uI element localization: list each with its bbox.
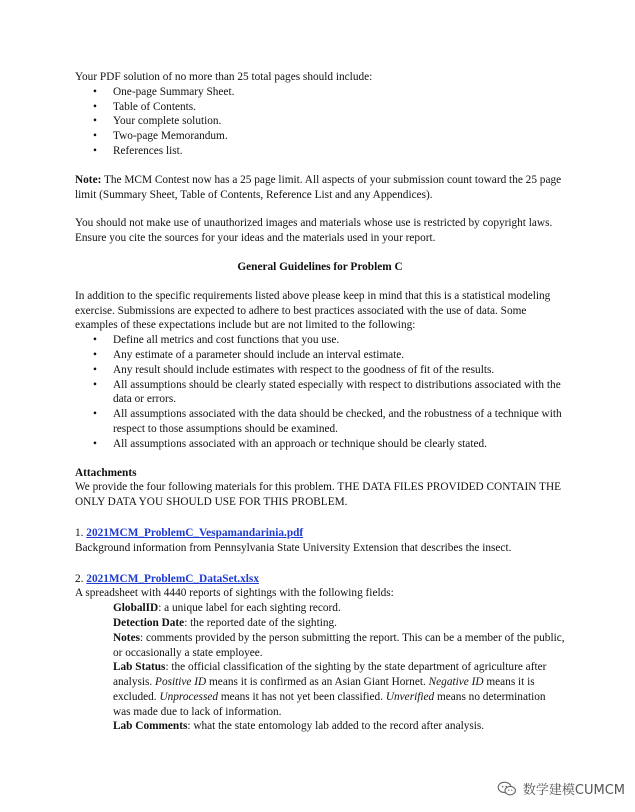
copyright-paragraph: You should not make use of unauthorized images and materials whose use is restricted by copyright laws. Ensure you cite the sources for your ideas and the materials used in your report.	[75, 217, 553, 245]
field-label: Notes	[113, 631, 140, 644]
file1-link[interactable]: 2021MCM_ProblemC_Vespamandarinia.pdf	[86, 526, 304, 539]
field-label: GlobalID	[113, 602, 159, 615]
guidelines-heading: General Guidelines for Problem C	[237, 260, 403, 273]
field-text: : comments provided by the person submitting the report. This can be a member of the public, or occasionally a state employee.	[113, 631, 565, 659]
field-text: : the reported date of the sighting.	[184, 616, 337, 629]
list-item: • One-page Summary Sheet.	[75, 85, 565, 100]
list-item: • Define all metrics and cost functions that you use.	[75, 333, 565, 348]
wechat-icon	[497, 781, 517, 797]
field-globalid	[113, 601, 565, 616]
list-item: • Any estimate of a parameter should include an interval estimate.	[75, 348, 565, 363]
file2-number: 2.	[75, 572, 87, 585]
file2-link[interactable]: 2021MCM_ProblemC_DataSet.xlsx	[86, 572, 259, 585]
watermark	[497, 779, 625, 798]
field-label: Detection Date	[113, 616, 185, 629]
list-item: • Your complete solution.	[75, 114, 565, 129]
file1-title	[75, 526, 565, 541]
field-text: : a unique label for each sighting record.	[158, 602, 341, 615]
intro-list	[75, 85, 565, 159]
list-item: • Any result should include estimates with respect to the goodness of fit of the results.	[75, 363, 565, 378]
field-text: : the official classification of the sighting by the state department of agriculture after analysis.	[113, 661, 547, 689]
status-negative: Negative ID	[428, 676, 484, 689]
field-lab-comments	[113, 719, 565, 734]
list-item: • All assumptions associated with an approach or technique should be clearly stated.	[75, 437, 565, 452]
field-lab-status	[113, 660, 565, 719]
file1-description: Background information from Pennsylvania State University Extension that describes the insect.	[75, 541, 512, 554]
file2-title	[75, 572, 565, 587]
list-item: • Two-page Memorandum.	[75, 129, 565, 144]
guidelines-lead: In addition to the specific requirements listed above please keep in mind that this is a statistical modeling exercise. Submissions are expected to adhere to best practices associated with the use of data. Some examples of these expectations include but are not limited to the following:	[75, 289, 551, 332]
field-label: Lab Status	[113, 661, 166, 674]
status-positive: Positive ID	[155, 676, 207, 689]
field-detection-date	[113, 616, 565, 631]
document-page	[75, 70, 565, 734]
file2-description: A spreadsheet with 4440 reports of sightings with the following fields:	[75, 587, 394, 600]
field-text: means it is excluded.	[113, 676, 535, 703]
note-paragraph	[75, 173, 565, 203]
list-item: • References list.	[75, 144, 565, 159]
intro-lead: Your PDF solution of no more than 25 total pages should include:	[75, 71, 373, 83]
note-text: The MCM Contest now has a 25 page limit. All aspects of your submission count toward the 25 page limit (Summary Sheet, Table of Contents, Reference List and any Appendices).	[75, 173, 562, 201]
note-label: Note:	[75, 173, 102, 186]
attachments-heading: Attachments	[75, 466, 137, 479]
list-item: • All assumptions associated with the data should be checked, and the robustness of a technique with respect to those assumptions should be examined.	[75, 407, 565, 437]
status-unverified: Unverified	[385, 690, 435, 703]
list-item: • Table of Contents.	[75, 100, 565, 115]
list-item: • All assumptions should be clearly stated especially with respect to distributions associated with the data or errors.	[75, 378, 565, 408]
field-list	[75, 601, 565, 734]
status-unprocessed: Unprocessed	[159, 690, 219, 703]
field-text: means it has not yet been classified.	[218, 690, 386, 703]
watermark-text: 数学建模CUMCM	[522, 783, 625, 798]
guidelines-list	[75, 333, 565, 451]
field-notes	[113, 631, 565, 661]
field-label: Lab Comments	[113, 720, 188, 733]
field-text: means no determination was made due to lack of information.	[113, 690, 546, 718]
field-text: : what the state entomology lab added to the record after analysis.	[187, 720, 485, 733]
file1-number: 1.	[75, 526, 87, 539]
field-text: means it is confirmed as an Asian Giant Hornet.	[206, 676, 429, 689]
attachments-text: We provide the four following materials for this problem. THE DATA FILES PROVIDED CONTAIN THE ONLY DATA YOU SHOULD USE FOR THIS PROBLEM.	[75, 481, 562, 509]
